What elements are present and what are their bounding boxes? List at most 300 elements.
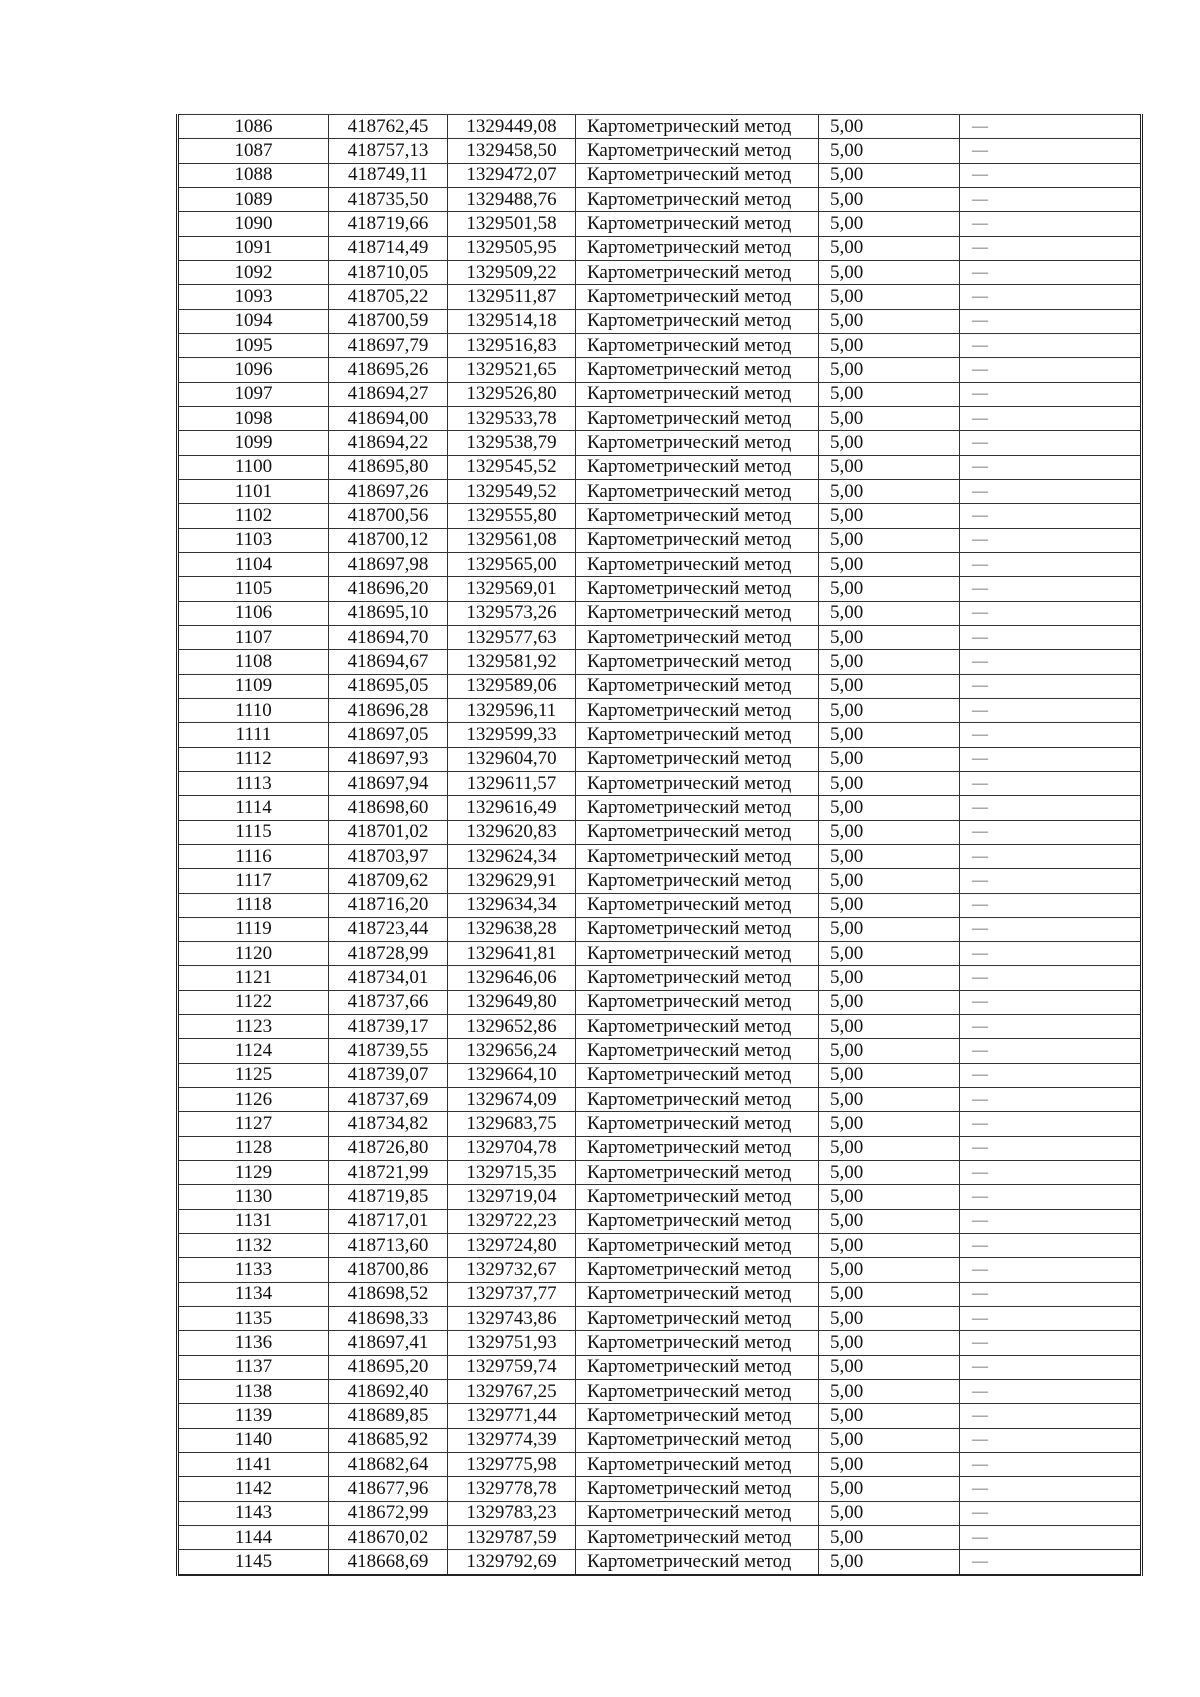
description-cell: — <box>960 1331 1142 1355</box>
accuracy-cell: 5,00 <box>819 966 960 990</box>
x-coordinate-cell: 418714,49 <box>329 236 448 260</box>
description-cell: — <box>960 285 1142 309</box>
y-coordinate-cell: 1329629,91 <box>448 869 576 893</box>
method-cell: Картометрический метод <box>576 309 819 333</box>
accuracy-cell: 5,00 <box>819 820 960 844</box>
y-coordinate-cell: 1329533,78 <box>448 406 576 430</box>
point-number-cell: 1115 <box>178 820 329 844</box>
x-coordinate-cell: 418703,97 <box>329 844 448 868</box>
method-cell: Картометрический метод <box>576 771 819 795</box>
table-row <box>178 163 1142 187</box>
table-row <box>178 1136 1142 1160</box>
table-row <box>178 139 1142 163</box>
table-row <box>178 723 1142 747</box>
accuracy-cell: 5,00 <box>819 1063 960 1087</box>
table-row <box>178 1015 1142 1039</box>
table-row <box>178 285 1142 309</box>
method-cell: Картометрический метод <box>576 1380 819 1404</box>
y-coordinate-cell: 1329674,09 <box>448 1088 576 1112</box>
point-number-cell: 1095 <box>178 333 329 357</box>
description-cell: — <box>960 431 1142 455</box>
method-cell: Картометрический метод <box>576 406 819 430</box>
accuracy-cell: 5,00 <box>819 1550 960 1575</box>
method-cell: Картометрический метод <box>576 844 819 868</box>
point-number-cell: 1143 <box>178 1501 329 1525</box>
table-row <box>178 1209 1142 1233</box>
table-row <box>178 382 1142 406</box>
point-number-cell: 1101 <box>178 479 329 503</box>
y-coordinate-cell: 1329646,06 <box>448 966 576 990</box>
method-cell: Картометрический метод <box>576 1355 819 1379</box>
table-row <box>178 1501 1142 1525</box>
table-row <box>178 820 1142 844</box>
table-row <box>178 674 1142 698</box>
method-cell: Картометрический метод <box>576 1307 819 1331</box>
x-coordinate-cell: 418716,20 <box>329 893 448 917</box>
description-cell: — <box>960 1112 1142 1136</box>
accuracy-cell: 5,00 <box>819 942 960 966</box>
x-coordinate-cell: 418695,05 <box>329 674 448 698</box>
y-coordinate-cell: 1329620,83 <box>448 820 576 844</box>
accuracy-cell: 5,00 <box>819 163 960 187</box>
description-cell: — <box>960 1501 1142 1525</box>
description-cell: — <box>960 1428 1142 1452</box>
table-row <box>178 115 1142 139</box>
table-row <box>178 1550 1142 1575</box>
accuracy-cell: 5,00 <box>819 1453 960 1477</box>
point-number-cell: 1113 <box>178 771 329 795</box>
description-cell: — <box>960 455 1142 479</box>
table-row <box>178 1039 1142 1063</box>
accuracy-cell: 5,00 <box>819 1477 960 1501</box>
point-number-cell: 1131 <box>178 1209 329 1233</box>
table-row <box>178 1063 1142 1087</box>
method-cell: Картометрический метод <box>576 747 819 771</box>
y-coordinate-cell: 1329775,98 <box>448 1453 576 1477</box>
y-coordinate-cell: 1329509,22 <box>448 260 576 284</box>
accuracy-cell: 5,00 <box>819 1331 960 1355</box>
point-number-cell: 1121 <box>178 966 329 990</box>
description-cell: — <box>960 1526 1142 1550</box>
x-coordinate-cell: 418709,62 <box>329 869 448 893</box>
accuracy-cell: 5,00 <box>819 309 960 333</box>
method-cell: Картометрический метод <box>576 504 819 528</box>
x-coordinate-cell: 418713,60 <box>329 1234 448 1258</box>
y-coordinate-cell: 1329664,10 <box>448 1063 576 1087</box>
x-coordinate-cell: 418734,01 <box>329 966 448 990</box>
accuracy-cell: 5,00 <box>819 1404 960 1428</box>
x-coordinate-cell: 418700,86 <box>329 1258 448 1282</box>
point-number-cell: 1100 <box>178 455 329 479</box>
table-row <box>178 650 1142 674</box>
method-cell: Картометрический метод <box>576 650 819 674</box>
x-coordinate-cell: 418719,66 <box>329 212 448 236</box>
description-cell: — <box>960 552 1142 576</box>
y-coordinate-cell: 1329652,86 <box>448 1015 576 1039</box>
method-cell: Картометрический метод <box>576 212 819 236</box>
description-cell: — <box>960 942 1142 966</box>
description-cell: — <box>960 504 1142 528</box>
x-coordinate-cell: 418695,10 <box>329 601 448 625</box>
x-coordinate-cell: 418710,05 <box>329 260 448 284</box>
x-coordinate-cell: 418749,11 <box>329 163 448 187</box>
x-coordinate-cell: 418700,56 <box>329 504 448 528</box>
y-coordinate-cell: 1329616,49 <box>448 796 576 820</box>
method-cell: Картометрический метод <box>576 990 819 1014</box>
y-coordinate-cell: 1329771,44 <box>448 1404 576 1428</box>
x-coordinate-cell: 418697,98 <box>329 552 448 576</box>
y-coordinate-cell: 1329596,11 <box>448 698 576 722</box>
x-coordinate-cell: 418694,27 <box>329 382 448 406</box>
y-coordinate-cell: 1329743,86 <box>448 1307 576 1331</box>
method-cell: Картометрический метод <box>576 966 819 990</box>
y-coordinate-cell: 1329719,04 <box>448 1185 576 1209</box>
description-cell: — <box>960 1209 1142 1233</box>
y-coordinate-cell: 1329501,58 <box>448 212 576 236</box>
method-cell: Картометрический метод <box>576 1039 819 1063</box>
y-coordinate-cell: 1329624,34 <box>448 844 576 868</box>
table-row <box>178 333 1142 357</box>
x-coordinate-cell: 418697,79 <box>329 333 448 357</box>
description-cell: — <box>960 406 1142 430</box>
x-coordinate-cell: 418677,96 <box>329 1477 448 1501</box>
x-coordinate-cell: 418757,13 <box>329 139 448 163</box>
accuracy-cell: 5,00 <box>819 1161 960 1185</box>
x-coordinate-cell: 418682,64 <box>329 1453 448 1477</box>
x-coordinate-cell: 418719,85 <box>329 1185 448 1209</box>
point-number-cell: 1092 <box>178 260 329 284</box>
table-row <box>178 455 1142 479</box>
accuracy-cell: 5,00 <box>819 528 960 552</box>
method-cell: Картометрический метод <box>576 1136 819 1160</box>
table-row <box>178 601 1142 625</box>
method-cell: Картометрический метод <box>576 1477 819 1501</box>
method-cell: Картометрический метод <box>576 479 819 503</box>
y-coordinate-cell: 1329472,07 <box>448 163 576 187</box>
method-cell: Картометрический метод <box>576 1428 819 1452</box>
method-cell: Картометрический метод <box>576 1015 819 1039</box>
method-cell: Картометрический метод <box>576 552 819 576</box>
point-number-cell: 1129 <box>178 1161 329 1185</box>
table-row <box>178 1258 1142 1282</box>
y-coordinate-cell: 1329577,63 <box>448 625 576 649</box>
description-cell: — <box>960 309 1142 333</box>
table-row <box>178 1331 1142 1355</box>
point-number-cell: 1133 <box>178 1258 329 1282</box>
point-number-cell: 1117 <box>178 869 329 893</box>
table-row <box>178 236 1142 260</box>
description-cell: — <box>960 528 1142 552</box>
table-row <box>178 869 1142 893</box>
accuracy-cell: 5,00 <box>819 698 960 722</box>
description-cell: — <box>960 990 1142 1014</box>
method-cell: Картометрический метод <box>576 820 819 844</box>
method-cell: Картометрический метод <box>576 115 819 139</box>
description-cell: — <box>960 917 1142 941</box>
x-coordinate-cell: 418696,28 <box>329 698 448 722</box>
point-number-cell: 1126 <box>178 1088 329 1112</box>
x-coordinate-cell: 418692,40 <box>329 1380 448 1404</box>
point-number-cell: 1098 <box>178 406 329 430</box>
table-row <box>178 1453 1142 1477</box>
y-coordinate-cell: 1329704,78 <box>448 1136 576 1160</box>
y-coordinate-cell: 1329449,08 <box>448 115 576 139</box>
description-cell: — <box>960 358 1142 382</box>
description-cell: — <box>960 1404 1142 1428</box>
method-cell: Картометрический метод <box>576 1282 819 1306</box>
point-number-cell: 1141 <box>178 1453 329 1477</box>
table-row <box>178 479 1142 503</box>
y-coordinate-cell: 1329538,79 <box>448 431 576 455</box>
description-cell: — <box>960 1453 1142 1477</box>
table-row <box>178 1234 1142 1258</box>
accuracy-cell: 5,00 <box>819 771 960 795</box>
description-cell: — <box>960 382 1142 406</box>
description-cell: — <box>960 1258 1142 1282</box>
point-number-cell: 1103 <box>178 528 329 552</box>
accuracy-cell: 5,00 <box>819 1282 960 1306</box>
accuracy-cell: 5,00 <box>819 577 960 601</box>
x-coordinate-cell: 418698,33 <box>329 1307 448 1331</box>
y-coordinate-cell: 1329638,28 <box>448 917 576 941</box>
table-row <box>178 1526 1142 1550</box>
accuracy-cell: 5,00 <box>819 431 960 455</box>
table-row <box>178 917 1142 941</box>
table-row <box>178 698 1142 722</box>
method-cell: Картометрический метод <box>576 187 819 211</box>
y-coordinate-cell: 1329724,80 <box>448 1234 576 1258</box>
y-coordinate-cell: 1329526,80 <box>448 382 576 406</box>
accuracy-cell: 5,00 <box>819 625 960 649</box>
method-cell: Картометрический метод <box>576 869 819 893</box>
x-coordinate-cell: 418694,22 <box>329 431 448 455</box>
description-cell: — <box>960 1234 1142 1258</box>
point-number-cell: 1106 <box>178 601 329 625</box>
table-row <box>178 309 1142 333</box>
table-row <box>178 187 1142 211</box>
description-cell: — <box>960 650 1142 674</box>
table-row <box>178 966 1142 990</box>
method-cell: Картометрический метод <box>576 698 819 722</box>
table-row <box>178 1161 1142 1185</box>
y-coordinate-cell: 1329555,80 <box>448 504 576 528</box>
description-cell: — <box>960 187 1142 211</box>
table-row <box>178 577 1142 601</box>
description-cell: — <box>960 1282 1142 1306</box>
coordinates-table-body <box>178 115 1142 1575</box>
description-cell: — <box>960 1355 1142 1379</box>
point-number-cell: 1139 <box>178 1404 329 1428</box>
point-number-cell: 1120 <box>178 942 329 966</box>
x-coordinate-cell: 418739,07 <box>329 1063 448 1087</box>
y-coordinate-cell: 1329599,33 <box>448 723 576 747</box>
x-coordinate-cell: 418695,26 <box>329 358 448 382</box>
x-coordinate-cell: 418734,82 <box>329 1112 448 1136</box>
table-row <box>178 431 1142 455</box>
accuracy-cell: 5,00 <box>819 1136 960 1160</box>
accuracy-cell: 5,00 <box>819 1209 960 1233</box>
y-coordinate-cell: 1329604,70 <box>448 747 576 771</box>
accuracy-cell: 5,00 <box>819 333 960 357</box>
y-coordinate-cell: 1329737,77 <box>448 1282 576 1306</box>
coordinates-table <box>176 114 1143 1576</box>
accuracy-cell: 5,00 <box>819 1428 960 1452</box>
method-cell: Картометрический метод <box>576 382 819 406</box>
point-number-cell: 1087 <box>178 139 329 163</box>
x-coordinate-cell: 418717,01 <box>329 1209 448 1233</box>
method-cell: Картометрический метод <box>576 577 819 601</box>
method-cell: Картометрический метод <box>576 723 819 747</box>
point-number-cell: 1128 <box>178 1136 329 1160</box>
point-number-cell: 1137 <box>178 1355 329 1379</box>
description-cell: — <box>960 139 1142 163</box>
point-number-cell: 1140 <box>178 1428 329 1452</box>
table-row <box>178 1477 1142 1501</box>
x-coordinate-cell: 418695,80 <box>329 455 448 479</box>
description-cell: — <box>960 479 1142 503</box>
description-cell: — <box>960 1063 1142 1087</box>
y-coordinate-cell: 1329792,69 <box>448 1550 576 1575</box>
point-number-cell: 1144 <box>178 1526 329 1550</box>
x-coordinate-cell: 418762,45 <box>329 115 448 139</box>
point-number-cell: 1136 <box>178 1331 329 1355</box>
x-coordinate-cell: 418700,12 <box>329 528 448 552</box>
description-cell: — <box>960 115 1142 139</box>
y-coordinate-cell: 1329561,08 <box>448 528 576 552</box>
accuracy-cell: 5,00 <box>819 1526 960 1550</box>
x-coordinate-cell: 418697,26 <box>329 479 448 503</box>
description-cell: — <box>960 236 1142 260</box>
y-coordinate-cell: 1329759,74 <box>448 1355 576 1379</box>
y-coordinate-cell: 1329778,78 <box>448 1477 576 1501</box>
point-number-cell: 1105 <box>178 577 329 601</box>
point-number-cell: 1119 <box>178 917 329 941</box>
point-number-cell: 1096 <box>178 358 329 382</box>
method-cell: Картометрический метод <box>576 1161 819 1185</box>
method-cell: Картометрический метод <box>576 358 819 382</box>
method-cell: Картометрический метод <box>576 1501 819 1525</box>
point-number-cell: 1125 <box>178 1063 329 1087</box>
description-cell: — <box>960 333 1142 357</box>
x-coordinate-cell: 418737,66 <box>329 990 448 1014</box>
method-cell: Картометрический метод <box>576 1404 819 1428</box>
x-coordinate-cell: 418685,92 <box>329 1428 448 1452</box>
y-coordinate-cell: 1329516,83 <box>448 333 576 357</box>
description-cell: — <box>960 844 1142 868</box>
y-coordinate-cell: 1329787,59 <box>448 1526 576 1550</box>
description-cell: — <box>960 893 1142 917</box>
method-cell: Картометрический метод <box>576 1331 819 1355</box>
accuracy-cell: 5,00 <box>819 382 960 406</box>
table-row <box>178 625 1142 649</box>
accuracy-cell: 5,00 <box>819 650 960 674</box>
method-cell: Картометрический метод <box>576 1526 819 1550</box>
method-cell: Картометрический метод <box>576 333 819 357</box>
point-number-cell: 1123 <box>178 1015 329 1039</box>
table-row <box>178 358 1142 382</box>
x-coordinate-cell: 418694,67 <box>329 650 448 674</box>
description-cell: — <box>960 1477 1142 1501</box>
y-coordinate-cell: 1329589,06 <box>448 674 576 698</box>
point-number-cell: 1109 <box>178 674 329 698</box>
method-cell: Картометрический метод <box>576 260 819 284</box>
description-cell: — <box>960 796 1142 820</box>
accuracy-cell: 5,00 <box>819 990 960 1014</box>
table-row <box>178 212 1142 236</box>
description-cell: — <box>960 820 1142 844</box>
point-number-cell: 1122 <box>178 990 329 1014</box>
method-cell: Картометрический метод <box>576 1453 819 1477</box>
accuracy-cell: 5,00 <box>819 552 960 576</box>
y-coordinate-cell: 1329634,34 <box>448 893 576 917</box>
x-coordinate-cell: 418668,69 <box>329 1550 448 1575</box>
description-cell: — <box>960 601 1142 625</box>
table-row <box>178 1404 1142 1428</box>
method-cell: Картометрический метод <box>576 1063 819 1087</box>
y-coordinate-cell: 1329751,93 <box>448 1331 576 1355</box>
description-cell: — <box>960 1015 1142 1039</box>
point-number-cell: 1094 <box>178 309 329 333</box>
table-row <box>178 504 1142 528</box>
x-coordinate-cell: 418694,00 <box>329 406 448 430</box>
point-number-cell: 1108 <box>178 650 329 674</box>
accuracy-cell: 5,00 <box>819 406 960 430</box>
point-number-cell: 1099 <box>178 431 329 455</box>
x-coordinate-cell: 418735,50 <box>329 187 448 211</box>
x-coordinate-cell: 418689,85 <box>329 1404 448 1428</box>
x-coordinate-cell: 418697,05 <box>329 723 448 747</box>
y-coordinate-cell: 1329573,26 <box>448 601 576 625</box>
description-cell: — <box>960 771 1142 795</box>
method-cell: Картометрический метод <box>576 1550 819 1575</box>
point-number-cell: 1091 <box>178 236 329 260</box>
description-cell: — <box>960 1380 1142 1404</box>
table-row <box>178 1088 1142 1112</box>
x-coordinate-cell: 418726,80 <box>329 1136 448 1160</box>
point-number-cell: 1134 <box>178 1282 329 1306</box>
description-cell: — <box>960 577 1142 601</box>
description-cell: — <box>960 1185 1142 1209</box>
accuracy-cell: 5,00 <box>819 115 960 139</box>
table-row <box>178 1112 1142 1136</box>
y-coordinate-cell: 1329611,57 <box>448 771 576 795</box>
point-number-cell: 1097 <box>178 382 329 406</box>
y-coordinate-cell: 1329649,80 <box>448 990 576 1014</box>
y-coordinate-cell: 1329722,23 <box>448 1209 576 1233</box>
accuracy-cell: 5,00 <box>819 285 960 309</box>
method-cell: Картометрический метод <box>576 455 819 479</box>
accuracy-cell: 5,00 <box>819 504 960 528</box>
point-number-cell: 1107 <box>178 625 329 649</box>
point-number-cell: 1093 <box>178 285 329 309</box>
method-cell: Картометрический метод <box>576 796 819 820</box>
y-coordinate-cell: 1329732,67 <box>448 1258 576 1282</box>
method-cell: Картометрический метод <box>576 942 819 966</box>
description-cell: — <box>960 747 1142 771</box>
description-cell: — <box>960 1039 1142 1063</box>
method-cell: Картометрический метод <box>576 139 819 163</box>
x-coordinate-cell: 418697,41 <box>329 1331 448 1355</box>
y-coordinate-cell: 1329683,75 <box>448 1112 576 1136</box>
accuracy-cell: 5,00 <box>819 747 960 771</box>
method-cell: Картометрический метод <box>576 601 819 625</box>
description-cell: — <box>960 966 1142 990</box>
y-coordinate-cell: 1329569,01 <box>448 577 576 601</box>
point-number-cell: 1088 <box>178 163 329 187</box>
y-coordinate-cell: 1329715,35 <box>448 1161 576 1185</box>
description-cell: — <box>960 1088 1142 1112</box>
y-coordinate-cell: 1329565,00 <box>448 552 576 576</box>
